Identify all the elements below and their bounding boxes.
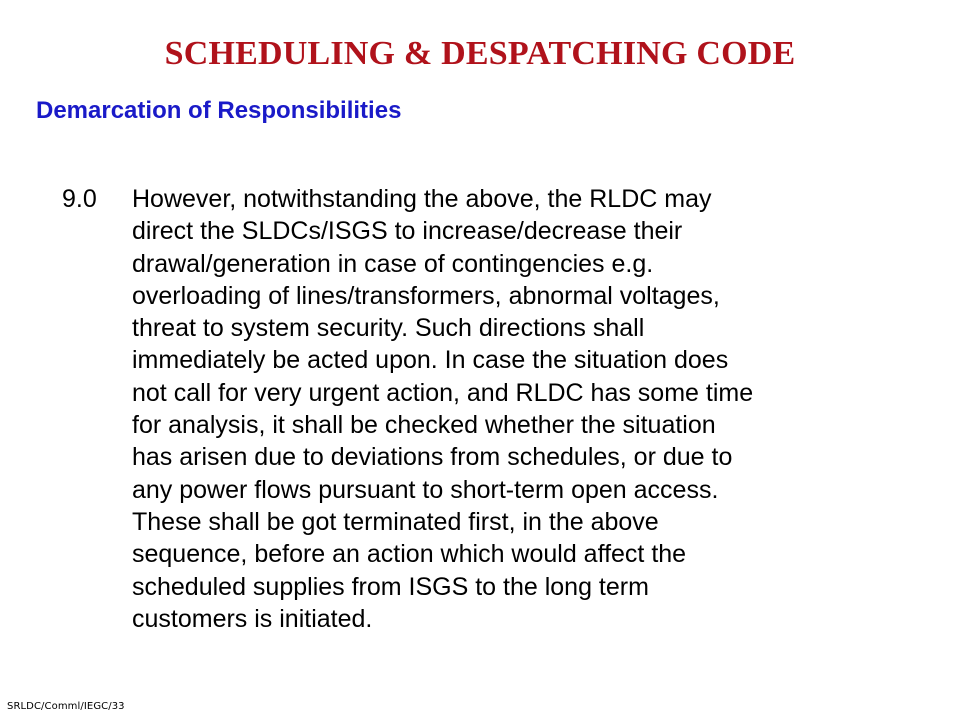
clause-number: 9.0	[62, 185, 97, 213]
clause-line: not call for very urgent action, and RLDC has some time	[132, 378, 754, 407]
clause-line: has arisen due to deviations from schedules, or due to	[132, 443, 733, 472]
clause-line: customers is initiated.	[132, 604, 373, 633]
clause-line: However, notwithstanding the above, the RLDC may	[132, 185, 712, 213]
clause-line: any power flows pursuant to short-term open access.	[132, 475, 719, 504]
clause-body	[132, 183, 937, 635]
slide-title: SCHEDULING & DESPATCHING CODE	[164, 35, 796, 72]
clause-line: These shall be got terminated first, in the above	[132, 507, 659, 536]
clause-line: immediately be acted upon. In case the situation does	[132, 346, 729, 375]
clause-line: direct the SLDCs/ISGS to increase/decrease their	[132, 217, 683, 246]
clause-line: threat to system security. Such directions shall	[132, 314, 645, 343]
clause-line: sequence, before an action which would affect the	[132, 540, 687, 569]
clause-line: overloading of lines/transformers, abnormal voltages,	[132, 281, 720, 310]
clause-line: scheduled supplies from ISGS to the long term	[132, 572, 649, 601]
section-subtitle: Demarcation of Responsibilities	[36, 97, 402, 124]
clause-line: for analysis, it shall be checked whether the situation	[132, 411, 716, 440]
footer-reference: SRLDC/Comml/IEGC/33	[7, 701, 125, 712]
clause-line: drawal/generation in case of contingencies e.g.	[132, 249, 654, 278]
